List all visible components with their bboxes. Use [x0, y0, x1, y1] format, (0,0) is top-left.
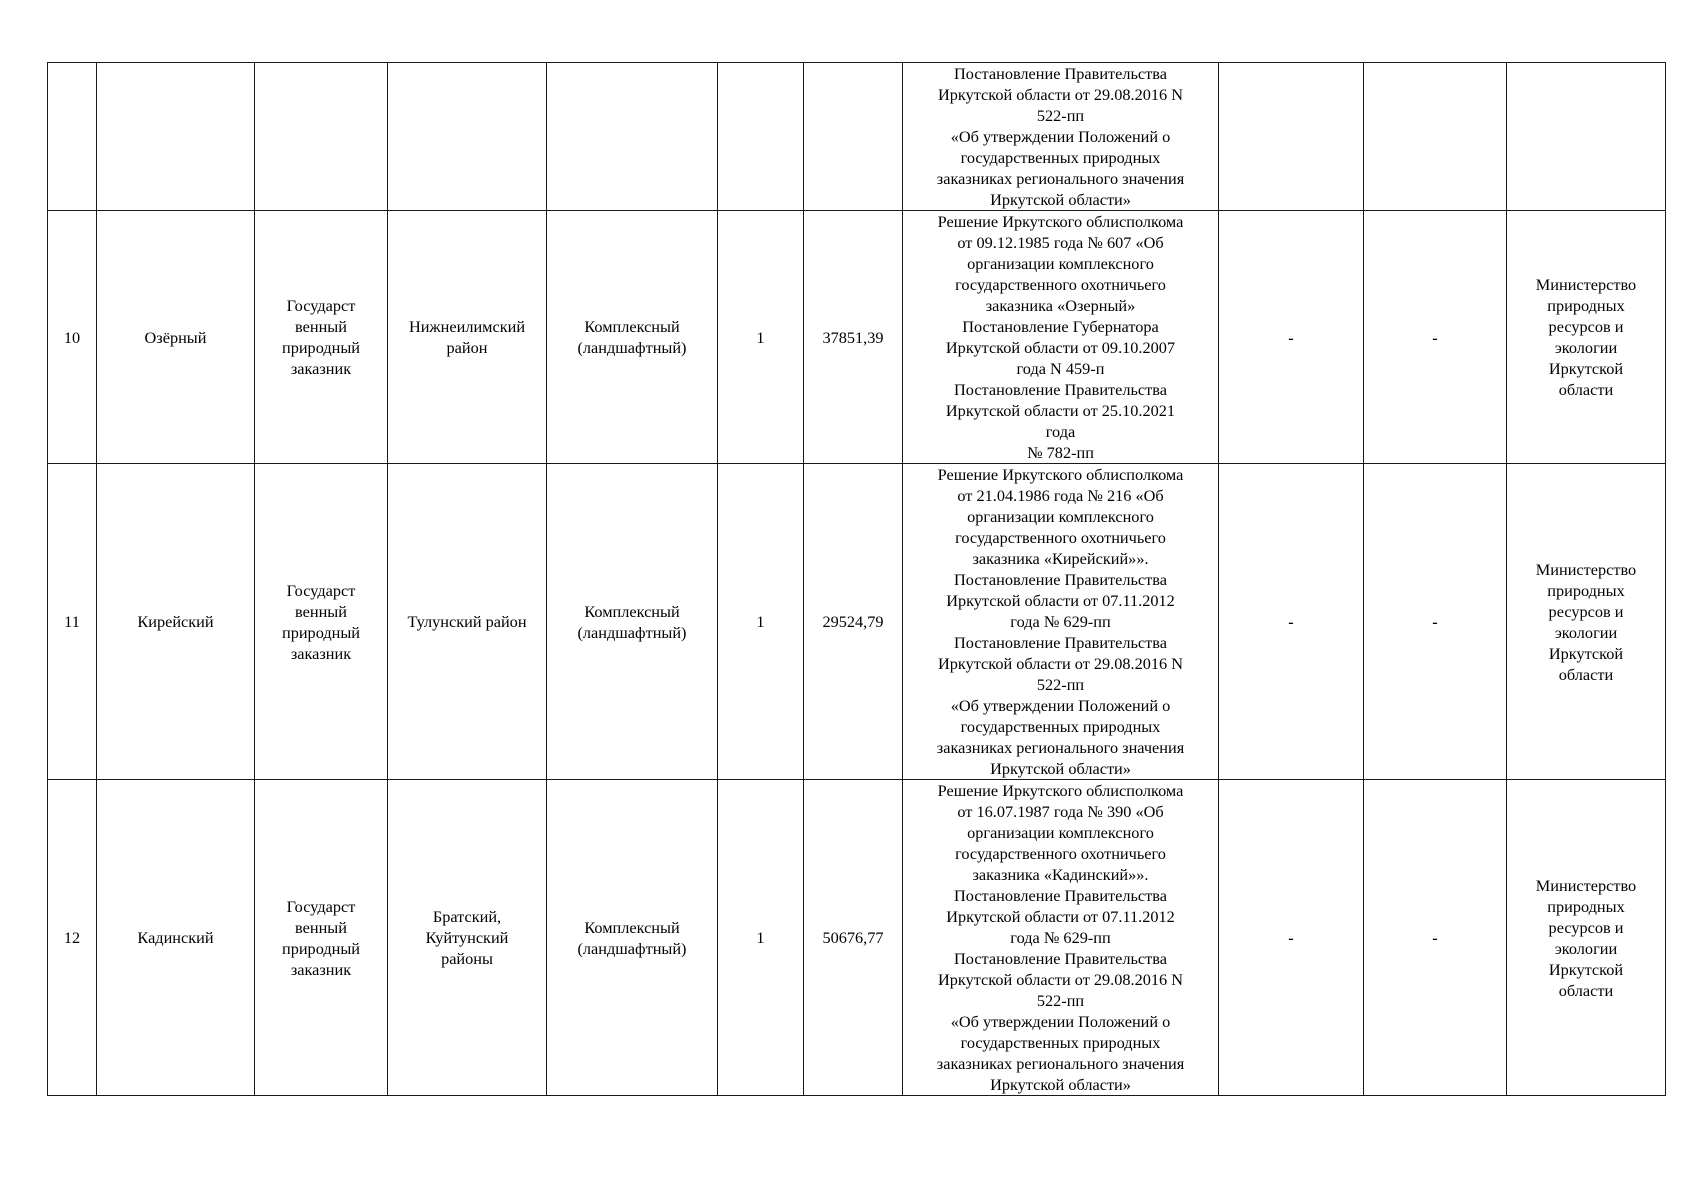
document-line: заказниках регионального значения	[936, 738, 1185, 757]
document-line: Решение Иркутского облисполкома	[937, 465, 1184, 484]
cell-area	[804, 63, 903, 211]
document-line: 522-пп	[1036, 991, 1085, 1010]
document-line: государственного охотничьего	[955, 844, 1166, 863]
cell-col9: -	[1219, 780, 1364, 1096]
cell-document	[903, 780, 1219, 1096]
authority-line: природных	[1547, 580, 1625, 600]
cell-name: Кадинский	[97, 780, 255, 1096]
authority-line: экологии	[1554, 338, 1618, 357]
category-line: венный	[295, 601, 347, 621]
category-line: заказник	[290, 359, 352, 378]
category-line: Государст	[286, 580, 356, 600]
document-line: Постановление Правительства	[954, 570, 1167, 589]
cell-document	[903, 63, 1219, 211]
document-line: организации комплексного	[967, 254, 1154, 273]
document-line: Иркутской области»	[990, 190, 1131, 209]
cell-profile	[547, 63, 718, 211]
authority-line: ресурсов и	[1548, 317, 1624, 336]
document-line: Иркутской области»	[990, 759, 1131, 778]
cell-location	[388, 780, 547, 1096]
authority-line: области	[1558, 664, 1614, 684]
document-line: Постановление Правительства	[954, 949, 1167, 968]
cell-profile	[547, 464, 718, 780]
document-line: «Об утверждении Положений о	[950, 127, 1171, 146]
document-line: года № 629-пп	[1010, 928, 1111, 947]
authority-line: области	[1558, 980, 1614, 1000]
document-line: Постановление Правительства	[954, 64, 1167, 83]
authority-line: ресурсов и	[1548, 601, 1624, 621]
authority-line: Иркутской	[1548, 359, 1624, 378]
document-line: организации комплексного	[967, 507, 1154, 526]
document-line: года № 629-пп	[1010, 612, 1111, 631]
cell-col9	[1219, 63, 1364, 211]
cell-col10: -	[1364, 464, 1507, 780]
document-line: Решение Иркутского облисполкома	[937, 781, 1184, 800]
cell-col10: -	[1364, 780, 1507, 1096]
document-line: от 16.07.1987 года № 390 «Об	[957, 802, 1164, 821]
document-line: Иркутской области от 29.08.2016 N	[938, 970, 1183, 989]
cell-location	[388, 211, 547, 464]
profile-line: (ландшафтный)	[577, 622, 687, 642]
cell-area: 29524,79	[804, 464, 903, 780]
location-line: Куйтунский	[425, 928, 509, 947]
category-line: заказник	[290, 643, 352, 663]
category-line: Государст	[286, 296, 356, 315]
cell-profile	[547, 211, 718, 464]
authority-line: ресурсов и	[1548, 917, 1624, 937]
authority-line: природных	[1547, 296, 1625, 315]
document-line: Иркутской области от 25.10.2021	[945, 401, 1176, 420]
cell-name	[97, 63, 255, 211]
authority-line: природных	[1547, 896, 1625, 916]
cell-name: Кирейский	[97, 464, 255, 780]
table-row	[48, 464, 1666, 780]
document-line: 522-пп	[1036, 106, 1085, 125]
authority-line: области	[1558, 380, 1614, 399]
cell-location	[388, 63, 547, 211]
document-line: «Об утверждении Положений о	[950, 1012, 1171, 1031]
document-line: 522-пп	[1036, 675, 1085, 694]
cell-significance: 1	[718, 780, 804, 1096]
document-line: заказниках регионального значения	[936, 1054, 1185, 1073]
document-line: заказника «Озерный»	[985, 296, 1136, 315]
location-line: район	[446, 338, 488, 357]
authority-line: Иркутской	[1548, 959, 1624, 979]
profile-line: (ландшафтный)	[577, 938, 687, 958]
document-line: Иркутской области от 29.08.2016 N	[938, 654, 1183, 673]
cell-profile	[547, 780, 718, 1096]
document-line: года N 459-п	[1016, 359, 1105, 378]
table-row	[48, 211, 1666, 464]
authority-line: Иркутской	[1548, 643, 1624, 663]
location-line: районы	[441, 949, 493, 968]
document-line: заказника «Кирейский»».	[972, 549, 1149, 568]
document-line: организации комплексного	[967, 823, 1154, 842]
cell-category	[255, 780, 388, 1096]
document-line: государственных природных	[960, 1033, 1161, 1052]
cell-document	[903, 211, 1219, 464]
profile-line: Комплексный	[584, 601, 680, 621]
document-line: года	[1045, 422, 1076, 441]
document-line: Иркутской области от 29.08.2016 N	[938, 85, 1183, 104]
cell-authority	[1507, 464, 1666, 780]
document-line: государственных природных	[960, 148, 1161, 167]
authority-line: Министерство	[1535, 559, 1637, 579]
cell-significance	[718, 63, 804, 211]
cell-significance: 1	[718, 211, 804, 464]
location-line: Братский,	[432, 907, 502, 926]
cell-col10: -	[1364, 211, 1507, 464]
category-line: заказник	[290, 959, 352, 979]
cell-significance: 1	[718, 464, 804, 780]
location-line: Тулунский район	[407, 612, 527, 631]
cell-authority	[1507, 63, 1666, 211]
document-line: Иркутской области от 07.11.2012	[946, 907, 1175, 926]
document-line: № 782-пп	[1027, 443, 1094, 462]
cell-area: 50676,77	[804, 780, 903, 1096]
authority-line: Министерство	[1535, 275, 1637, 294]
document-line: Иркутской области от 09.10.2007	[945, 338, 1176, 357]
cell-col9: -	[1219, 211, 1364, 464]
cell-category	[255, 63, 388, 211]
document-line: Иркутской области»	[990, 1075, 1131, 1094]
document-line: Иркутской области от 07.11.2012	[946, 591, 1175, 610]
authority-line: Министерство	[1535, 875, 1637, 895]
category-line: Государст	[286, 896, 356, 916]
document-line: государственного охотничьего	[955, 528, 1166, 547]
document-line: заказниках регионального значения	[936, 169, 1185, 188]
document-line: Постановление Правительства	[954, 380, 1167, 399]
profile-line: Комплексный	[584, 917, 680, 937]
cell-authority	[1507, 780, 1666, 1096]
table-row-continuation	[48, 63, 1666, 211]
category-line: венный	[295, 317, 347, 336]
cell-number: 12	[48, 780, 97, 1096]
document-line: от 09.12.1985 года № 607 «Об	[957, 233, 1164, 252]
category-line: венный	[295, 917, 347, 937]
category-line: природный	[281, 938, 361, 958]
cell-col9: -	[1219, 464, 1364, 780]
cell-name: Озёрный	[97, 211, 255, 464]
cell-category	[255, 464, 388, 780]
location-line: Нижнеилимский	[408, 317, 526, 336]
document-line: государственных природных	[960, 717, 1161, 736]
cell-number: 11	[48, 464, 97, 780]
document-line: Постановление Губернатора	[962, 317, 1159, 336]
document-line: от 21.04.1986 года № 216 «Об	[957, 486, 1164, 505]
category-line: природный	[281, 622, 361, 642]
cell-document	[903, 464, 1219, 780]
document-line: Постановление Правительства	[954, 886, 1167, 905]
profile-line: Комплексный	[584, 317, 680, 336]
category-line: природный	[281, 338, 361, 357]
document-line: заказника «Кадинский»».	[972, 865, 1149, 884]
cell-authority	[1507, 211, 1666, 464]
authority-line: экологии	[1554, 938, 1618, 958]
document-line: Постановление Правительства	[954, 633, 1167, 652]
document-line: «Об утверждении Положений о	[950, 696, 1171, 715]
authority-line: экологии	[1554, 622, 1618, 642]
cell-location	[388, 464, 547, 780]
cell-number	[48, 63, 97, 211]
profile-line: (ландшафтный)	[577, 338, 687, 357]
cell-area: 37851,39	[804, 211, 903, 464]
cell-col10	[1364, 63, 1507, 211]
document-line: государственного охотничьего	[955, 275, 1166, 294]
cell-number: 10	[48, 211, 97, 464]
table-row	[48, 780, 1666, 1096]
document-line: Решение Иркутского облисполкома	[937, 212, 1184, 231]
protected-areas-table	[47, 62, 1666, 1096]
cell-category	[255, 211, 388, 464]
